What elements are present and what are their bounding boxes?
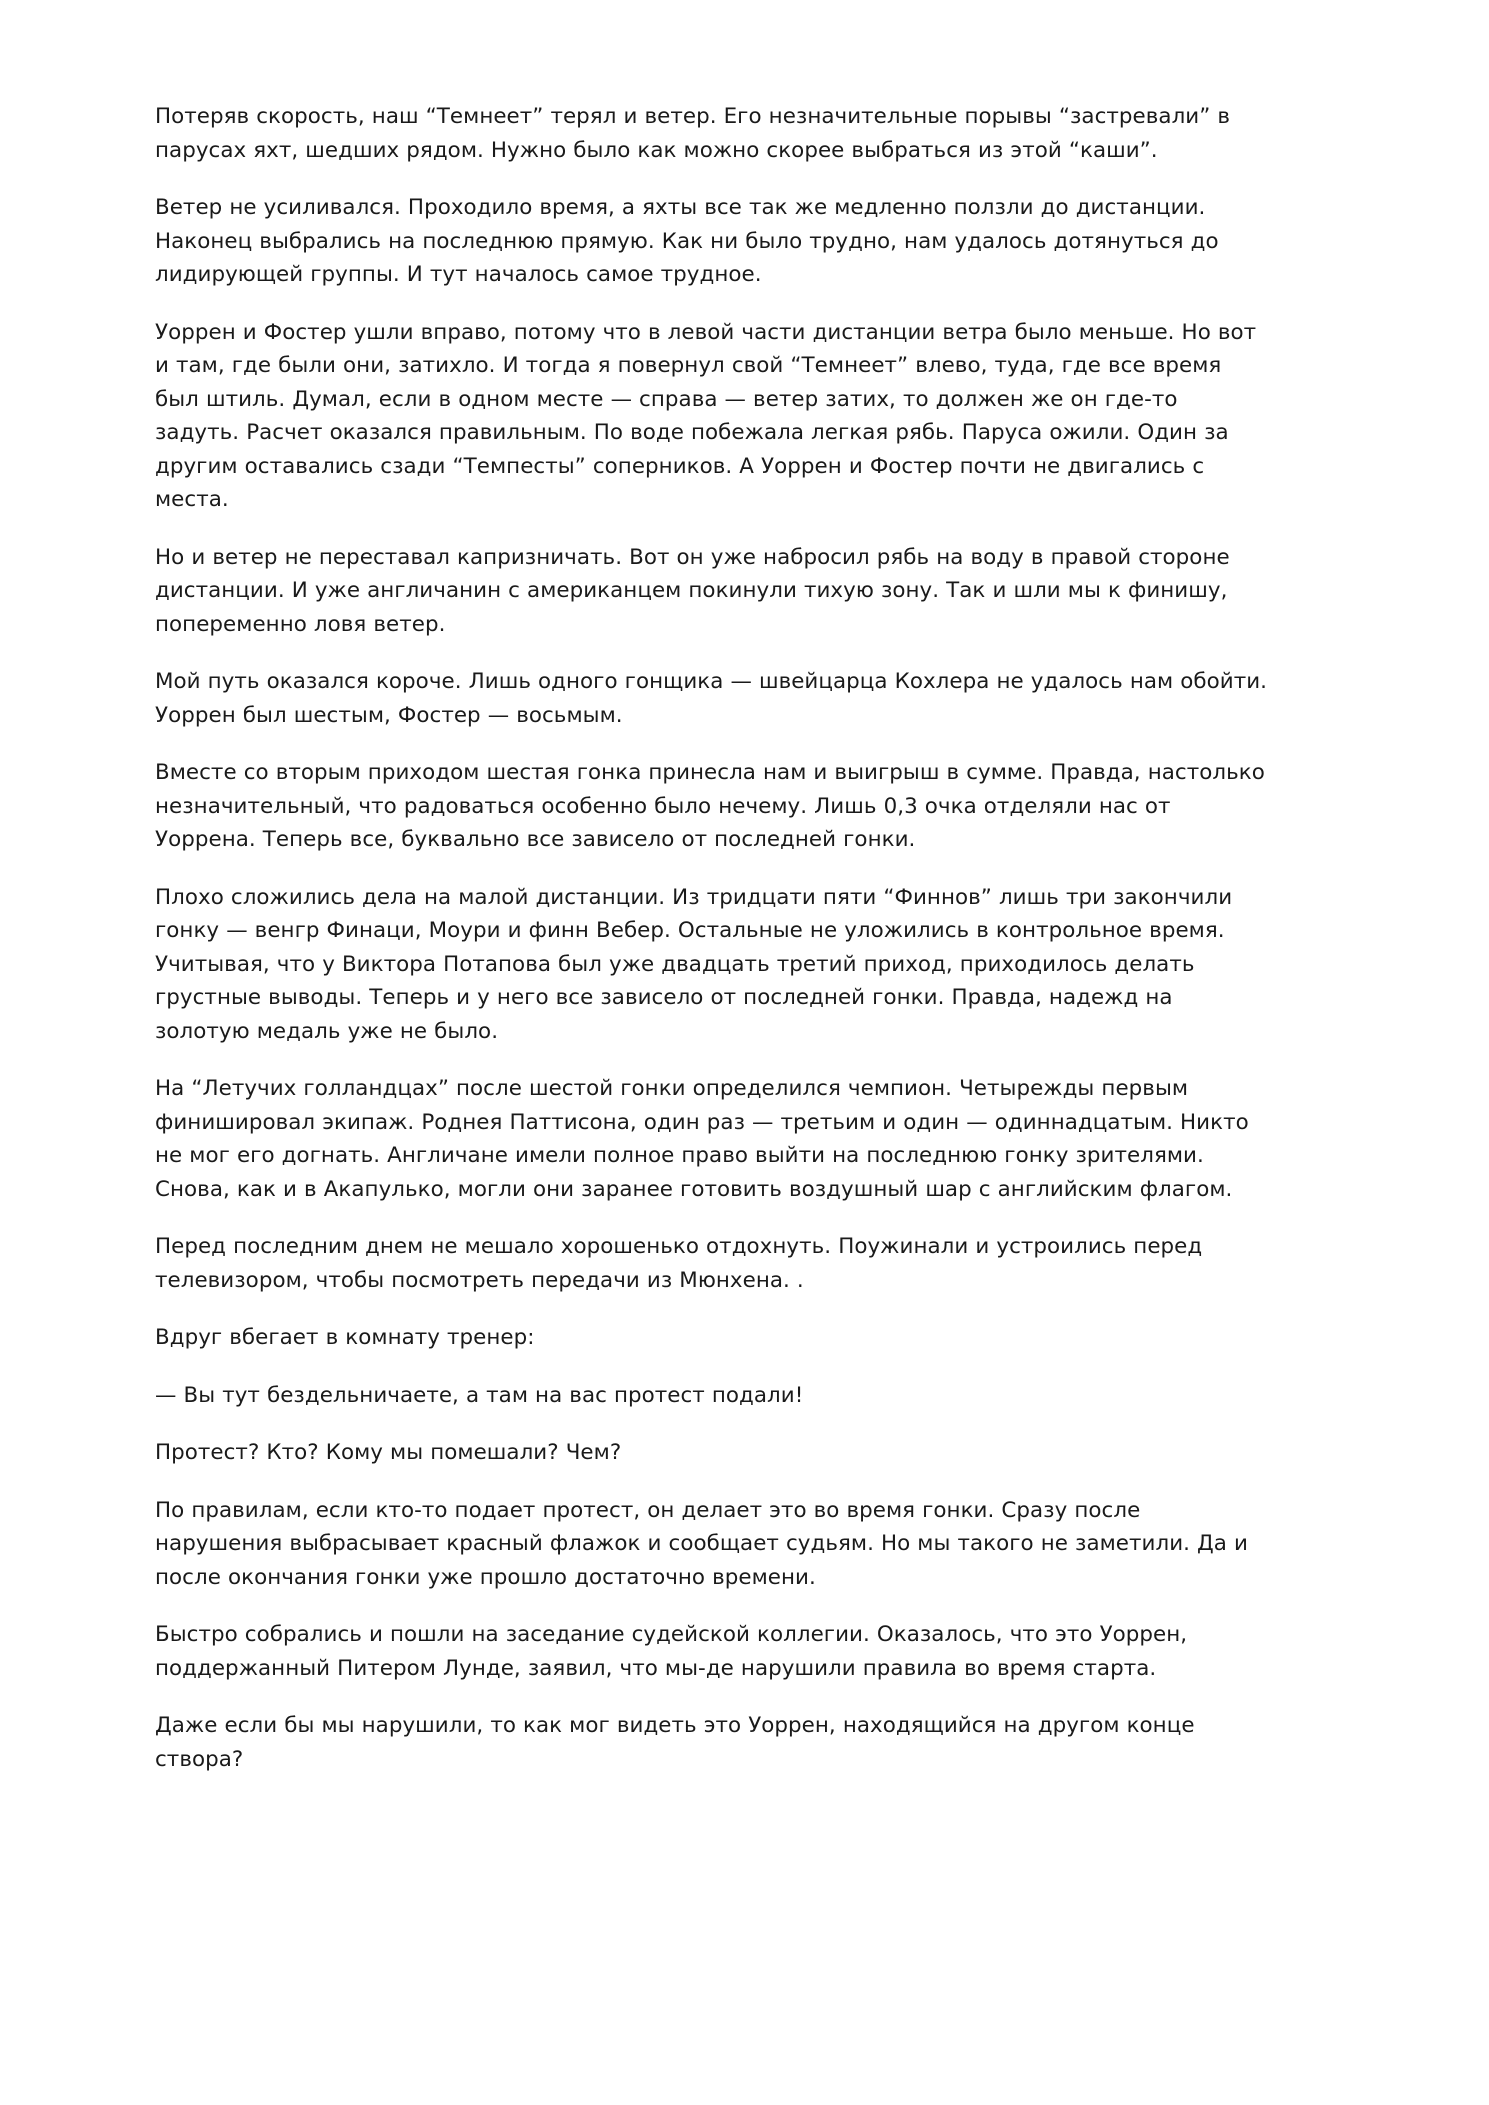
paragraph: По правилам, если кто-то подает протест, он делает это во время гонки. Сразу после нарушения выбрасывает красный флажок и сообщает судьям. Но мы такого не заметили. Да и после окончания гонки уже прошло достаточно времени. <box>155 1497 1248 1590</box>
paragraph: Протест? Кто? Кому мы помешали? Чем? <box>155 1440 622 1465</box>
body-text-column <box>155 100 1268 1776</box>
paragraph: Перед последним днем не мешало хорошенько отдохнуть. Поужинали и устроились перед телевизором, чтобы посмотреть передачи из Мюнхена. . <box>155 1234 1203 1293</box>
paragraph: Плохо сложились дела на малой дистанции. Из тридцати пяти “Финнов” лишь три закончили гонку — венгр Финаци, Моури и финн Вебер. Остальные не уложились в контрольное время. Учитывая, что у Виктора Потапова был уже двадцать третий приход, приходилось делать грустные выводы. Теперь и у него все зависело от последней гонки. Правда, надежд на золотую медаль уже не было. <box>155 884 1233 1044</box>
paragraph: — Вы тут бездельничаете, а там на вас протест подали! <box>155 1382 804 1408</box>
paragraph: Потеряв скорость, наш “Темнеет” терял и ветер. Его незначительные порывы “застревали” в парусах яхт, шедших рядом. Нужно было как можно скорее выбраться из этой “каши”. <box>155 104 1231 163</box>
paragraph: Уоррен и Фостер ушли вправо, потому что в левой части дистанции ветра было меньше. Но вот и там, где были они, затихло. И тогда я повернул свой “Темнеет” влево, туда, где все время был штиль. Думал, если в одном месте — справа — ветер затих, то должен же он где-то задуть. Расчет оказался правильным. По воде побежала легкая рябь. Паруса ожили. Один за другим оставались сзади “Темпесты” соперников. А Уоррен и Фостер почти не двигались с места. <box>155 319 1257 512</box>
paragraph: Мой путь оказался короче. Лишь одного гонщика — швейцарца Кохлера не удалось нам обойти. Уоррен был шестым, Фостер — восьмым. <box>155 669 1268 728</box>
paragraph: Ветер не усиливался. Проходило время, а яхты все так же медленно ползли до дистанции. Наконец выбрались на последнюю прямую. Как ни было трудно, нам удалось дотянуться до лидирующей группы. И тут началось самое трудное. <box>155 195 1219 287</box>
paragraph: Вдруг вбегает в комнату тренер: <box>155 1325 535 1350</box>
paragraph: На “Летучих голландцах” после шестой гонки определился чемпион. Четырежды первым финишировал экипаж. Роднея Паттисона, один раз — третьим и один — одиннадцатым. Никто не мог его догнать. Англичане имели полное право выйти на последнюю гонку зрителями. Снова, как и в Акапулько, могли они заранее готовить воздушный шар с английским флагом. <box>155 1076 1249 1202</box>
paragraph: Быстро собрались и пошли на заседание судейской коллегии. Оказалось, что это Уоррен, поддержанный Питером Лунде, заявил, что мы-де нарушили правила во время старта. <box>155 1622 1188 1681</box>
paragraph: Но и ветер не переставал капризничать. Вот он уже набросил рябь на воду в правой стороне дистанции. И уже англичанин с американцем покинули тихую зону. Так и шли мы к финишу, попеременно ловя ветер. <box>155 544 1230 637</box>
paragraph: Даже если бы мы нарушили, то как мог видеть это Уоррен, находящийся на другом конце створа? <box>155 1713 1195 1772</box>
paragraph: Вместе со вторым приходом шестая гонка принесла нам и выигрыш в сумме. Правда, настолько незначительный, что радоваться особенно было нечему. Лишь 0,3 очка отделяли нас от Уоррена. Теперь все, буквально все зависело от последней гонки. <box>155 760 1265 852</box>
